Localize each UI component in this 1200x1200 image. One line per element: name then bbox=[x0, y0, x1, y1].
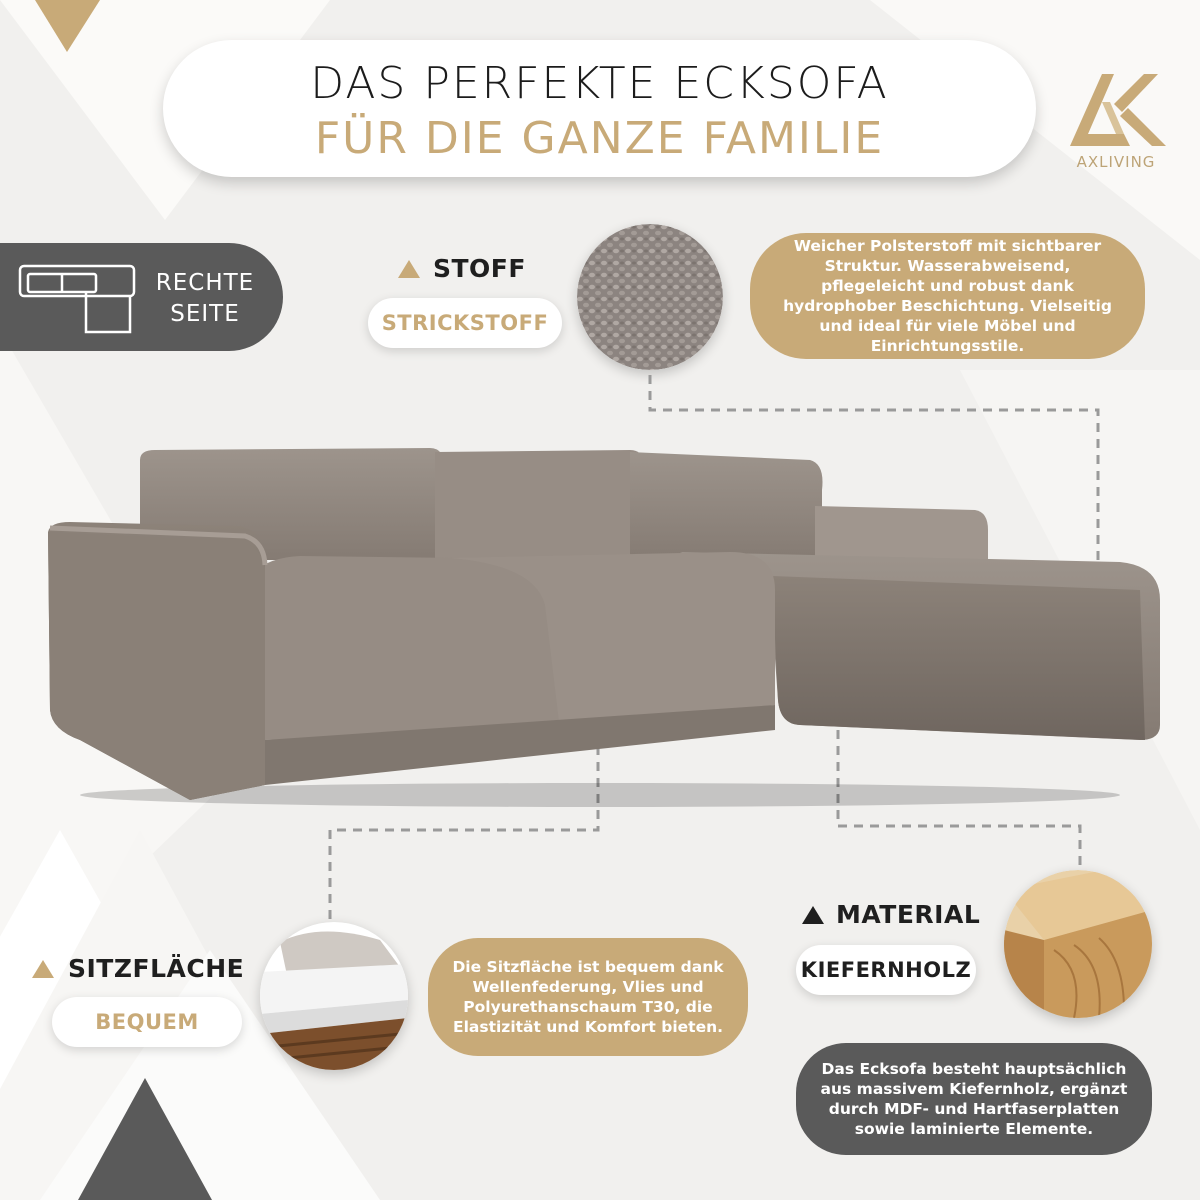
pine-wood-image bbox=[1004, 870, 1152, 1018]
corner-sofa-image bbox=[40, 440, 1165, 810]
material-heading: MATERIAL bbox=[836, 900, 981, 929]
triangle-bullet-icon bbox=[802, 906, 824, 924]
seat-description: Die Sitzfläche ist bequem dank Wellenfederung, Vlies und Polyurethanschaum T30, die Elastizität und Komfort bieten. bbox=[428, 938, 748, 1056]
seat-value-chip: BEQUEM bbox=[52, 997, 242, 1047]
orientation-label: RECHTE SEITE bbox=[155, 270, 255, 327]
seat-layers-image bbox=[260, 922, 408, 1070]
headline-line1: DAS PERFEKTE ECKSOFA bbox=[310, 58, 889, 109]
triangle-bullet-icon bbox=[32, 960, 54, 978]
headline-line2: FÜR DIE GANZE FAMILIE bbox=[314, 113, 885, 164]
fabric-description: Weicher Polsterstoff mit sichtbarer Struktur. Wasserabweisend, pflegeleicht und robust dank hydrophober Beschichtung. Vielseitig und ideal für viele Möbel und Einrichtungsstile. bbox=[750, 233, 1145, 359]
seat-heading: SITZFLÄCHE bbox=[68, 954, 245, 983]
fabric-value-chip: STRICKSTOFF bbox=[368, 298, 562, 348]
fabric-heading: STOFF bbox=[433, 254, 526, 283]
brand-name: AXLIVING bbox=[1076, 153, 1156, 171]
material-description: Das Ecksofa besteht hauptsächlich aus massivem Kiefernholz, ergänzt durch MDF- und Hartfaserplatten sowie laminierte Elemente. bbox=[796, 1043, 1152, 1155]
material-value-chip: KIEFERNHOLZ bbox=[796, 945, 976, 995]
